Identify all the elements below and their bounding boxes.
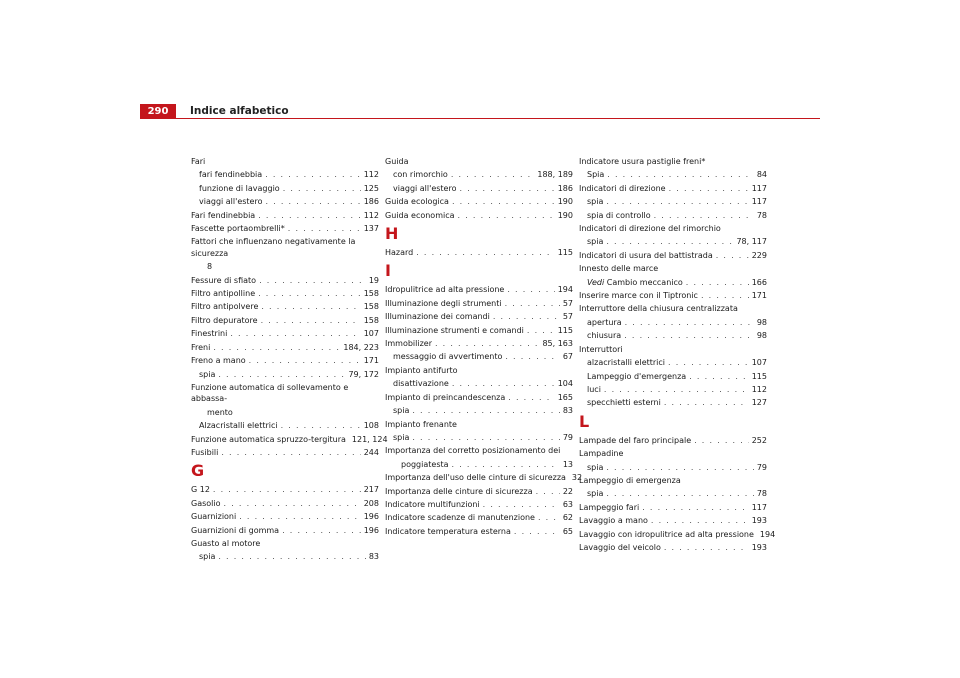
index-entry-term: Fascette portaombrelli* xyxy=(191,224,285,234)
index-entry-leader xyxy=(258,288,361,299)
index-entry xyxy=(579,435,767,446)
index-entry-leader xyxy=(493,311,560,322)
index-entry-term: funzione di lavaggio xyxy=(199,183,280,193)
index-entry xyxy=(579,183,767,194)
index-entry xyxy=(191,420,379,431)
index-entry-page: 117 xyxy=(751,197,767,207)
index-entry-term: Lampeggio di emergenza xyxy=(579,475,681,485)
index-entry-page: 22 xyxy=(562,486,573,496)
index-entry-page: 158 xyxy=(363,289,379,299)
index-entry-term: specchietti esterni xyxy=(587,398,661,408)
index-entry xyxy=(191,183,379,194)
index-entry-page: 158 xyxy=(363,315,379,325)
page-number: 290 xyxy=(140,104,176,118)
index-entry xyxy=(385,526,573,537)
index-entry-leader xyxy=(249,355,361,366)
index-entry-page: 83 xyxy=(562,406,573,416)
index-entry-leader xyxy=(230,328,360,339)
index-entry-leader xyxy=(606,196,748,207)
index-entry-page: 165 xyxy=(557,392,573,402)
header-divider xyxy=(140,118,820,119)
index-entry xyxy=(579,371,767,382)
index-entry-term: Indicatore scadenze di manutenzione xyxy=(385,513,535,523)
index-entry-page: 196 xyxy=(363,512,379,522)
index-entry-term: Importanza dell'uso delle cinture di sicurezza xyxy=(385,473,566,483)
index-entry xyxy=(191,369,379,380)
index-entry-page: 208 xyxy=(363,498,379,508)
index-entry-term: Illuminazione degli strumenti xyxy=(385,298,502,308)
index-entry-leader xyxy=(651,515,749,526)
index-entry-term: Fessure di sfiato xyxy=(191,275,257,285)
index-entry xyxy=(579,263,767,274)
index-entry xyxy=(191,538,379,549)
index-entry xyxy=(385,365,573,376)
index-entry-page: 67 xyxy=(562,352,573,362)
index-entry xyxy=(385,392,573,403)
index-entry-page: 112 xyxy=(751,384,767,394)
page-title: Indice alfabetico xyxy=(190,105,289,117)
index-entry xyxy=(579,462,767,473)
index-entry xyxy=(579,156,767,167)
index-entry-leader xyxy=(288,223,361,234)
index-entry-term: Alzacristalli elettrici xyxy=(199,421,278,431)
index-entry xyxy=(385,459,573,470)
index-entry xyxy=(191,382,379,405)
index-entry-term xyxy=(587,277,683,288)
index-entry-leader xyxy=(452,378,555,389)
index-entry-page: 193 xyxy=(751,542,767,552)
index-entry-leader xyxy=(642,502,749,513)
index-entry xyxy=(579,236,767,247)
index-entry-term: alzacristalli elettrici xyxy=(587,358,666,368)
index-entry-term: spia xyxy=(199,369,216,379)
index-entry-term: Idropulitrice ad alta pressione xyxy=(385,285,505,295)
index-entry-term: Guarnizioni di gomma xyxy=(191,525,280,535)
index-entry-term: Fari xyxy=(191,157,206,166)
index-entry-page: 79, 172 xyxy=(348,369,379,379)
index-entry-page: 190 xyxy=(557,210,573,220)
index-entry-leader xyxy=(259,275,366,286)
index-entry xyxy=(385,156,573,167)
index-entry xyxy=(579,488,767,499)
index-entry-term: spia xyxy=(587,237,604,247)
index-entry-page: 13 xyxy=(562,459,573,469)
index-entry xyxy=(579,344,767,355)
index-entry-leader xyxy=(412,432,559,443)
index-entry-leader xyxy=(664,542,749,553)
index-entry-term: Spia xyxy=(587,170,605,180)
index-entry-leader xyxy=(282,525,361,536)
index-entry-leader xyxy=(265,169,361,180)
index-entry-page: 57 xyxy=(562,312,573,322)
index-entry xyxy=(191,261,379,272)
index-entry-term: Innesto delle marce xyxy=(579,264,659,274)
index-entry xyxy=(579,397,767,408)
index-entry xyxy=(579,384,767,395)
index-entry-term: Filtro antipolvere xyxy=(191,302,259,312)
index-entry xyxy=(385,351,573,362)
index-entry-term: Lavaggio a mano xyxy=(579,516,648,526)
index-entry xyxy=(385,311,573,322)
index-entry-leader xyxy=(265,196,360,207)
index-entry-term: Freno a mano xyxy=(191,356,246,366)
index-entry-term: Interruttori xyxy=(579,344,623,354)
index-entry xyxy=(579,502,767,513)
index-entry-page: 85, 163 xyxy=(542,339,573,349)
index-entry xyxy=(191,484,379,495)
index-entry-leader xyxy=(606,236,733,247)
index-section-letter: H xyxy=(385,224,399,244)
index-entry-term: Importanza del corretto posizionamento dei xyxy=(385,446,561,456)
index-entry-page: 84 xyxy=(756,170,767,180)
index-entry-page: 186 xyxy=(363,197,379,207)
index-entry-term: Lavaggio del veicolo xyxy=(579,542,661,552)
index-entry-term: Indicatori di direzione xyxy=(579,183,666,193)
index-entry-term: Indicatori di direzione del rimorchio xyxy=(579,224,721,234)
index-entry-leader xyxy=(452,459,560,470)
index-entry-term: Hazard xyxy=(385,248,414,258)
index-entry xyxy=(191,407,379,418)
index-entry xyxy=(191,223,379,234)
index-entry-leader xyxy=(508,392,554,403)
index-entry xyxy=(385,284,573,295)
index-entry-leader xyxy=(213,484,361,495)
index-entry-term: Impianto frenante xyxy=(385,419,457,429)
index-entry xyxy=(385,247,573,258)
index-entry-page: 108 xyxy=(363,421,379,431)
index-entry-leader xyxy=(239,511,360,522)
index-entry-term: Lavaggio con idropulitrice ad alta pressione xyxy=(579,529,754,539)
index-section-letter: G xyxy=(191,461,205,481)
index-entry-leader xyxy=(435,338,539,349)
index-entry-term: Fattori che influenzano negativamente la sicurezza xyxy=(191,237,356,258)
index-entry-page: 217 xyxy=(363,485,379,495)
index-entry xyxy=(579,475,767,486)
index-entry-leader xyxy=(507,284,554,295)
index-entry-term: Impianto di preincandescenza xyxy=(385,392,506,402)
index-entry xyxy=(385,486,573,497)
index-entry xyxy=(579,357,767,368)
index-entry xyxy=(191,355,379,366)
index-entry-term: Impianto antifurto xyxy=(385,365,458,375)
index-entry-term: Lampeggio fari xyxy=(579,502,640,512)
index-entry-leader xyxy=(213,342,340,353)
index-entry-leader xyxy=(281,420,361,431)
index-entry-term: Interruttore della chiusura centralizzata xyxy=(579,304,738,314)
index-entry-leader xyxy=(451,169,535,180)
index-entry xyxy=(579,169,767,180)
index-entry-page: 166 xyxy=(751,277,767,287)
index-entry-leader xyxy=(654,210,754,221)
index-entry-term: Importanza delle cinture di sicurezza xyxy=(385,486,533,496)
index-entry-term: Lampade del faro principale xyxy=(579,435,692,445)
index-entry-leader xyxy=(689,371,749,382)
index-entry xyxy=(579,448,767,459)
index-entry-term: Guarnizioni xyxy=(191,512,237,522)
index-entry xyxy=(385,512,573,523)
index-entry xyxy=(191,196,379,207)
index-entry-term: G 12 xyxy=(191,485,210,495)
index-entry xyxy=(579,317,767,328)
index-entry-page: 104 xyxy=(557,379,573,389)
index-entry-page: 196 xyxy=(363,525,379,535)
index-entry-term: messaggio di avvertimento xyxy=(393,352,503,362)
index-entry-term: spia xyxy=(587,197,604,207)
index-entry-term: spia di controllo xyxy=(587,210,651,220)
index-entry-leader xyxy=(607,169,754,180)
index-entry xyxy=(579,250,767,261)
index-entry-page: 188, 189 xyxy=(537,170,573,180)
index-entry-page: 98 xyxy=(756,331,767,341)
index-entry-term: chiusura xyxy=(587,331,622,341)
index-entry-term: Guasto al motore xyxy=(191,538,261,548)
index-entry-term: spia xyxy=(587,489,604,499)
index-entry xyxy=(385,298,573,309)
index-entry xyxy=(579,223,767,234)
index-entry-leader xyxy=(536,486,560,497)
index-entry-leader xyxy=(483,499,560,510)
index-entry-leader xyxy=(416,247,554,258)
index-entry-term: Finestrini xyxy=(191,329,228,339)
index-entry-term: spia xyxy=(587,462,604,472)
index-entry-page: 83 xyxy=(368,552,379,562)
index-entry-leader xyxy=(527,325,555,336)
index-entry-leader xyxy=(664,397,749,408)
index-entry xyxy=(191,156,379,167)
index-entry-term: Inserire marce con il Tiptronic xyxy=(579,291,698,301)
index-entry-page: 194 xyxy=(557,285,573,295)
index-entry-leader xyxy=(452,196,555,207)
index-entry xyxy=(191,511,379,522)
index-entry-term: Guida economica xyxy=(385,210,455,220)
index-entry-page: 186 xyxy=(557,183,573,193)
index-entry-term: disattivazione xyxy=(393,379,449,389)
index-entry-leader xyxy=(686,277,749,288)
index-entry-term: Lampeggio d'emergenza xyxy=(587,371,687,381)
index-entry-page: 62 xyxy=(562,513,573,523)
index-entry xyxy=(579,277,767,288)
index-entry-page: 171 xyxy=(363,356,379,366)
index-entry xyxy=(579,515,767,526)
index-entry-term: poggiatesta xyxy=(401,459,449,469)
index-entry xyxy=(579,290,767,301)
index-entry xyxy=(385,325,573,336)
index-entry-leader xyxy=(606,462,753,473)
index-entry-page: 98 xyxy=(756,317,767,327)
index-entry-leader xyxy=(625,317,754,328)
index-entry-term: Indicatore temperatura esterna xyxy=(385,526,511,536)
index-entry-term: Lampadine xyxy=(579,449,624,459)
index-entry-leader xyxy=(458,210,555,221)
index-entry-leader xyxy=(221,447,360,458)
index-entry-term: Funzione automatica spruzzo-tergitura xyxy=(191,434,346,444)
index-entry-leader xyxy=(668,357,749,368)
index-entry-page: 117 xyxy=(751,183,767,193)
index-entry-leader xyxy=(505,351,559,362)
index-entry-leader xyxy=(514,526,560,537)
index-entry-leader xyxy=(261,301,360,312)
index-entry-leader xyxy=(218,551,365,562)
index-entry xyxy=(385,169,573,180)
index-entry xyxy=(191,342,379,353)
index-entry-term: Indicatori di usura del battistrada xyxy=(579,250,713,260)
index-entry-page: 32 xyxy=(571,473,583,483)
index-entry-page: 137 xyxy=(363,224,379,234)
index-entry xyxy=(191,236,379,259)
index-entry-page: 121, 124 xyxy=(351,434,388,444)
index-entry-leader xyxy=(224,498,361,509)
index-entry-leader xyxy=(606,488,753,499)
index-entry xyxy=(191,301,379,312)
index-entry xyxy=(579,303,767,314)
index-entry-page: 244 xyxy=(363,447,379,457)
index-entry xyxy=(191,288,379,299)
index-entry xyxy=(579,529,776,540)
index-column-2 xyxy=(385,154,583,537)
index-entry-page: 112 xyxy=(363,210,379,220)
index-column-1 xyxy=(191,154,388,563)
index-section-letter: L xyxy=(579,411,590,431)
index-entry-leader xyxy=(283,183,361,194)
index-entry-term: spia xyxy=(393,432,410,442)
index-entry-term: viaggi all'estero xyxy=(199,197,263,207)
index-entry xyxy=(191,315,379,326)
index-entry-page: 78 xyxy=(756,210,767,220)
index-entry-page: 107 xyxy=(363,329,379,339)
index-entry-page: 78 xyxy=(756,489,767,499)
index-entry-page: 158 xyxy=(363,302,379,312)
index-entry xyxy=(579,330,767,341)
index-entry-leader xyxy=(218,369,345,380)
index-entry-page: 79 xyxy=(562,432,573,442)
index-entry-term: viaggi all'estero xyxy=(393,183,457,193)
index-entry xyxy=(385,499,573,510)
index-entry-page: 65 xyxy=(562,526,573,536)
index-entry-term: Filtro depuratore xyxy=(191,315,258,325)
index-entry xyxy=(385,445,573,456)
index-entry xyxy=(579,210,767,221)
index-entry-term: apertura xyxy=(587,317,622,327)
index-entry xyxy=(385,405,573,416)
index-entry xyxy=(191,275,379,286)
index-entry-page: 117 xyxy=(751,502,767,512)
index-entry-term: Guida xyxy=(385,157,409,166)
index-entry xyxy=(385,338,573,349)
index-entry-term: mento xyxy=(207,407,233,417)
index-entry-page: 63 xyxy=(562,499,573,509)
index-entry-page: 115 xyxy=(557,325,573,335)
index-entry xyxy=(579,196,767,207)
index-entry-term: spia xyxy=(393,406,410,416)
index-entry-leader xyxy=(505,298,560,309)
index-section-letter: I xyxy=(385,261,391,281)
index-entry-page: 127 xyxy=(751,398,767,408)
index-entry xyxy=(191,210,379,221)
index-entry xyxy=(385,419,573,430)
index-entry-term: Illuminazione strumenti e comandi xyxy=(385,325,524,335)
index-entry-page: 79 xyxy=(756,462,767,472)
index-entry-leader xyxy=(538,512,560,523)
index-entry xyxy=(191,447,379,458)
index-entry-page: 193 xyxy=(751,516,767,526)
index-entry xyxy=(191,551,379,562)
index-entry xyxy=(385,472,583,483)
index-entry-leader xyxy=(669,183,749,194)
index-entry-page: 112 xyxy=(363,170,379,180)
index-entry-page: 184, 223 xyxy=(343,342,379,352)
index-entry-term: con rimorchio xyxy=(393,170,448,180)
index-entry-term: Funzione automatica di sollevamento e abbassa- xyxy=(191,382,349,404)
index-entry-term: Illuminazione dei comandi xyxy=(385,312,490,322)
index-entry-page: 115 xyxy=(557,248,573,258)
index-entry-term: fari fendinebbia xyxy=(199,170,263,180)
index-entry-leader xyxy=(261,315,361,326)
index-entry-leader xyxy=(459,183,554,194)
index-entry-page: 190 xyxy=(557,197,573,207)
index-entry-term: Indicatore multifunzioni xyxy=(385,499,480,509)
index-entry-term: Guida ecologica xyxy=(385,197,449,207)
index-entry-leader xyxy=(258,210,361,221)
index-entry-term: Fusibili xyxy=(191,447,219,457)
index-entry-term: Gasolio xyxy=(191,498,221,508)
index-entry-page: 115 xyxy=(751,371,767,381)
index-entry xyxy=(191,434,388,445)
index-entry-page: 252 xyxy=(751,435,767,445)
index-entry-leader xyxy=(716,250,749,261)
index-entry-term: Immobilizer xyxy=(385,339,432,349)
index-entry-page: 171 xyxy=(751,291,767,301)
index-entry xyxy=(191,525,379,536)
index-entry xyxy=(385,432,573,443)
index-entry-leader xyxy=(624,330,754,341)
index-entry-term: luci xyxy=(587,384,601,394)
index-entry xyxy=(385,196,573,207)
index-entry-leader xyxy=(412,405,559,416)
index-entry-leader xyxy=(604,384,749,395)
index-entry xyxy=(191,328,379,339)
index-entry-term: Freni xyxy=(191,342,211,352)
index-entry xyxy=(191,169,379,180)
index-entry xyxy=(385,210,573,221)
index-entry-page: 229 xyxy=(751,250,767,260)
index-column-3 xyxy=(579,154,776,553)
index-entry-page: 194 xyxy=(759,529,776,539)
index-entry-page: 19 xyxy=(368,275,379,285)
index-entry-term-text: Cambio meccanico xyxy=(604,277,683,287)
index-entry-leader xyxy=(701,290,749,301)
index-entry xyxy=(579,542,767,553)
index-entry-term: spia xyxy=(199,552,216,562)
index-entry-page: 125 xyxy=(363,183,379,193)
index-entry-term: 8 xyxy=(207,262,213,272)
index-entry xyxy=(385,183,573,194)
index-entry-page: 107 xyxy=(751,358,767,368)
index-entry xyxy=(191,498,379,509)
index-entry-term: Filtro antipolline xyxy=(191,289,256,299)
index-entry-see-label: Vedi xyxy=(587,277,605,287)
index-entry-page: 57 xyxy=(562,298,573,308)
index-entry-term: Indicatore usura pastiglie freni* xyxy=(579,157,706,166)
index-entry xyxy=(385,378,573,389)
index-entry-leader xyxy=(694,435,749,446)
index-entry-term: Fari fendinebbia xyxy=(191,210,256,220)
index-entry-page: 78, 117 xyxy=(736,237,767,247)
